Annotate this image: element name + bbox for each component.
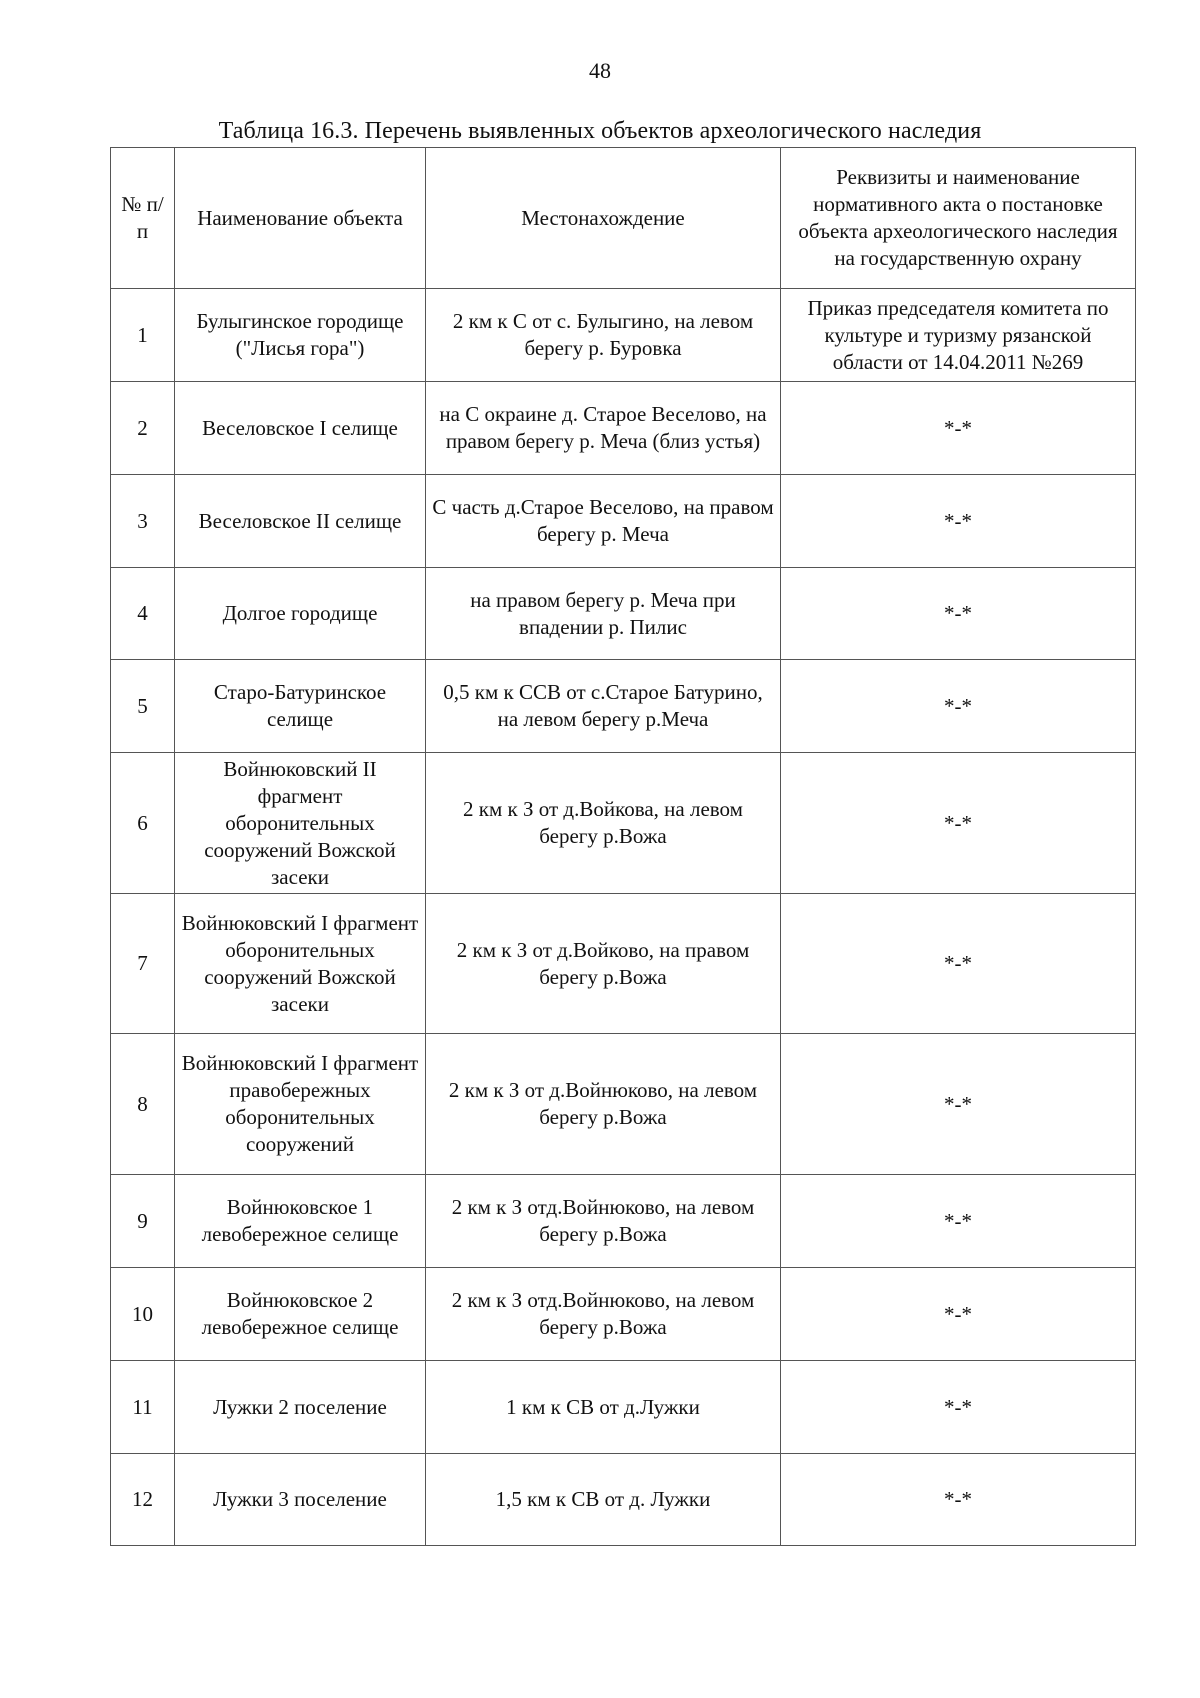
cell-location: 2 км к З от д.Войкова, на левом берегу р.Вожа xyxy=(426,753,781,894)
cell-number: 5 xyxy=(111,660,175,753)
cell-location: 0,5 км к ССВ от с.Старое Батурино, на левом берегу р.Меча xyxy=(426,660,781,753)
cell-act: *-* xyxy=(781,1175,1136,1268)
cell-name: Веселовское I селище xyxy=(175,382,426,475)
cell-location: на С окраине д. Старое Веселово, на правом берегу р. Меча (близ устья) xyxy=(426,382,781,475)
cell-name: Булыгинское городище ("Лисья гора") xyxy=(175,289,426,382)
cell-name: Войнюковское 1 левобережное селище xyxy=(175,1175,426,1268)
cell-number: 3 xyxy=(111,475,175,568)
cell-act: *-* xyxy=(781,568,1136,660)
cell-act: *-* xyxy=(781,894,1136,1034)
cell-location: 1 км к СВ от д.Лужки xyxy=(426,1361,781,1454)
cell-number: 4 xyxy=(111,568,175,660)
cell-location: 2 км к С от с. Булыгино, на левом берегу р. Буровка xyxy=(426,289,781,382)
cell-name: Веселовское II селище xyxy=(175,475,426,568)
cell-number: 9 xyxy=(111,1175,175,1268)
table-row xyxy=(111,568,1136,660)
cell-number: 8 xyxy=(111,1034,175,1175)
table-row xyxy=(111,1361,1136,1454)
table-row xyxy=(111,289,1136,382)
cell-name: Старо-Батуринское селище xyxy=(175,660,426,753)
cell-act: *-* xyxy=(781,475,1136,568)
table-title: Таблица 16.3. Перечень выявленных объектов археологического наследия xyxy=(218,118,982,144)
table-row xyxy=(111,1034,1136,1175)
header-act: Реквизиты и наименование нормативного акта о постановке объекта археологического наследия на государственную охрану xyxy=(781,148,1136,289)
cell-name: Долгое городище xyxy=(175,568,426,660)
cell-location: 2 км к З отд.Войнюково, на левом берегу р.Вожа xyxy=(426,1175,781,1268)
cell-number: 1 xyxy=(111,289,175,382)
cell-act: *-* xyxy=(781,660,1136,753)
cell-act: *-* xyxy=(781,1034,1136,1175)
cell-location: С часть д.Старое Веселово, на правом берегу р. Меча xyxy=(426,475,781,568)
cell-act: *-* xyxy=(781,1268,1136,1361)
table-row xyxy=(111,660,1136,753)
table-row xyxy=(111,1175,1136,1268)
header-location: Местонахождение xyxy=(426,148,781,289)
table-row xyxy=(111,894,1136,1034)
cell-number: 7 xyxy=(111,894,175,1034)
cell-number: 2 xyxy=(111,382,175,475)
cell-location: 2 км к З отд.Войнюково, на левом берегу р.Вожа xyxy=(426,1268,781,1361)
cell-act: *-* xyxy=(781,382,1136,475)
table-header-row xyxy=(111,148,1136,289)
cell-location: 2 км к З от д.Войково, на правом берегу р.Вожа xyxy=(426,894,781,1034)
heritage-objects-table xyxy=(110,147,1136,1546)
cell-number: 12 xyxy=(111,1454,175,1546)
header-number: № п/п xyxy=(111,148,175,289)
cell-location: 1,5 км к СВ от д. Лужки xyxy=(426,1454,781,1546)
cell-act: *-* xyxy=(781,753,1136,894)
cell-act: Приказ председателя комитета по культуре и туризму рязанской области от 14.04.2011 №269 xyxy=(781,289,1136,382)
cell-name: Войнюковский II фрагмент оборонительных сооружений Вожской засеки xyxy=(175,753,426,894)
table-row xyxy=(111,382,1136,475)
cell-number: 10 xyxy=(111,1268,175,1361)
cell-act: *-* xyxy=(781,1454,1136,1546)
cell-name: Войнюковский I фрагмент оборонительных сооружений Вожской засеки xyxy=(175,894,426,1034)
table-row xyxy=(111,753,1136,894)
table-row xyxy=(111,1454,1136,1546)
cell-number: 11 xyxy=(111,1361,175,1454)
cell-name: Лужки 3 поселение xyxy=(175,1454,426,1546)
cell-location: на правом берегу р. Меча при впадении р. Пилис xyxy=(426,568,781,660)
header-name: Наименование объекта xyxy=(175,148,426,289)
page-number: 48 xyxy=(589,58,611,83)
table-row xyxy=(111,475,1136,568)
cell-name: Войнюковское 2 левобережное селище xyxy=(175,1268,426,1361)
table-row xyxy=(111,1268,1136,1361)
cell-name: Войнюковский I фрагмент правобережных оборонительных сооружений xyxy=(175,1034,426,1175)
cell-name: Лужки 2 поселение xyxy=(175,1361,426,1454)
cell-location: 2 км к З от д.Войнюково, на левом берегу р.Вожа xyxy=(426,1034,781,1175)
cell-number: 6 xyxy=(111,753,175,894)
cell-act: *-* xyxy=(781,1361,1136,1454)
